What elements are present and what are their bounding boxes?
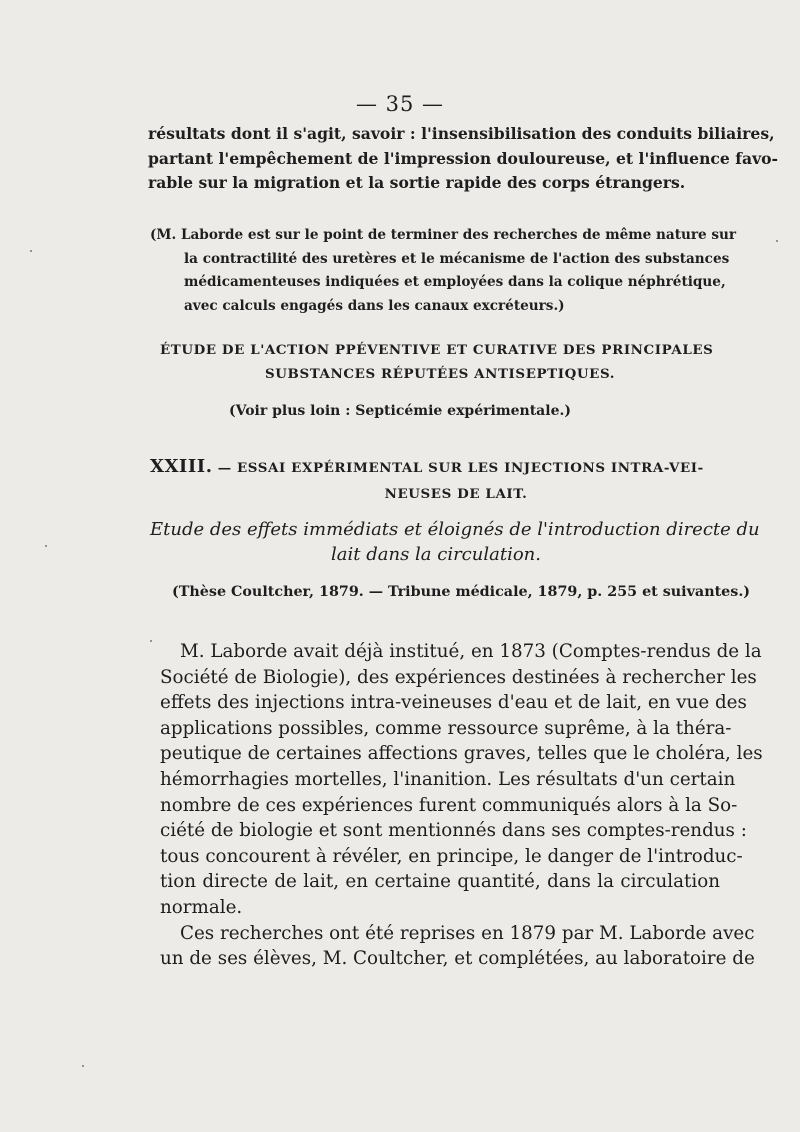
body-line: ciété de biologie et sont mentionnés dans ses comptes-rendus : xyxy=(160,820,747,842)
section-heading-antiseptiques xyxy=(160,338,720,386)
study-subtitle xyxy=(150,517,760,567)
note-line: (M. Laborde est sur le point de terminer des recherches de même nature sur xyxy=(150,227,737,243)
body-line: nombre de ces expériences furent communiqués alors à la So- xyxy=(160,794,738,816)
cross-reference: (Voir plus loin : Septicémie expérimentale.) xyxy=(229,403,571,419)
body-line: effets des injections intra-veineuses d'eau et de lait, en vue des xyxy=(160,692,747,714)
subtitle-line: Etude des effets immédiats et éloignés de l'introduction directe du xyxy=(150,519,760,540)
heading-line: SUBSTANCES RÉPUTÉES ANTISEPTIQUES. xyxy=(264,366,616,382)
paragraph-line: rable sur la migration et la sortie rapide des corps étrangers. xyxy=(148,173,686,192)
section-heading-xxiii xyxy=(150,454,722,507)
body-line: un de ses élèves, M. Coultcher, et complétées, au laboratoire de xyxy=(160,948,755,970)
paper-speck xyxy=(30,250,32,252)
note-line: la contractilité des uretères et le mécanisme de l'action des substances xyxy=(184,250,730,267)
body-line: tous concourent à révéler, en principe, le danger de l'introduc- xyxy=(160,845,743,867)
note-line: médicamenteuses indiquées et employées dans la colique néphrétique, xyxy=(184,274,726,290)
section-title-continued: NEUSES DE LAIT. xyxy=(384,486,528,502)
top-paragraph xyxy=(148,122,779,196)
subtitle-line: lait dans la circulation. xyxy=(331,544,541,565)
body-line: tion directe de lait, en certaine quantité, dans la circulation xyxy=(160,871,720,893)
heading-line: ÉTUDE DE L'ACTION PPÉVENTIVE ET CURATIVE DES PRINCIPALES xyxy=(160,342,714,358)
body-line: applications possibles, comme ressource suprême, à la théra- xyxy=(160,717,732,739)
paper-speck xyxy=(82,1065,84,1067)
page-number: — 35 — xyxy=(355,92,445,116)
paper-speck xyxy=(45,545,47,547)
bibliographic-reference: (Thèse Coultcher, 1879. — Tribune médicale, 1879, p. 255 et suivantes.) xyxy=(172,584,751,600)
body-line: hémorrhagies mortelles, l'inanition. Les résultats d'un certain xyxy=(160,768,736,790)
body-paragraphs xyxy=(160,639,763,972)
paragraph-line: résultats dont il s'agit, savoir : l'insensibilisation des conduits biliaires, xyxy=(148,124,775,143)
body-line: M. Laborde avait déjà institué, en 1873 (Comptes-rendus de la xyxy=(180,641,762,662)
section-number: XXIII. xyxy=(150,456,213,477)
paragraph-line: partant l'empêchement de l'impression douloureuse, et l'influence favo- xyxy=(148,148,779,168)
laborde-note xyxy=(150,224,737,318)
note-line: avec calculs engagés dans les canaux excréteurs.) xyxy=(184,297,565,314)
body-line: Ces recherches ont été reprises en 1879 par M. Laborde avec xyxy=(180,922,755,944)
body-line: peutique de certaines affections graves, telles que le choléra, les xyxy=(160,743,763,765)
body-line: Société de Biologie), des expériences destinées à rechercher les xyxy=(160,666,757,688)
paper-speck xyxy=(776,240,778,242)
section-title: — ESSAI EXPÉRIMENTAL SUR LES INJECTIONS INTRA-VEI- xyxy=(217,460,704,476)
body-line: normale. xyxy=(160,896,243,918)
paper-speck xyxy=(150,640,152,642)
